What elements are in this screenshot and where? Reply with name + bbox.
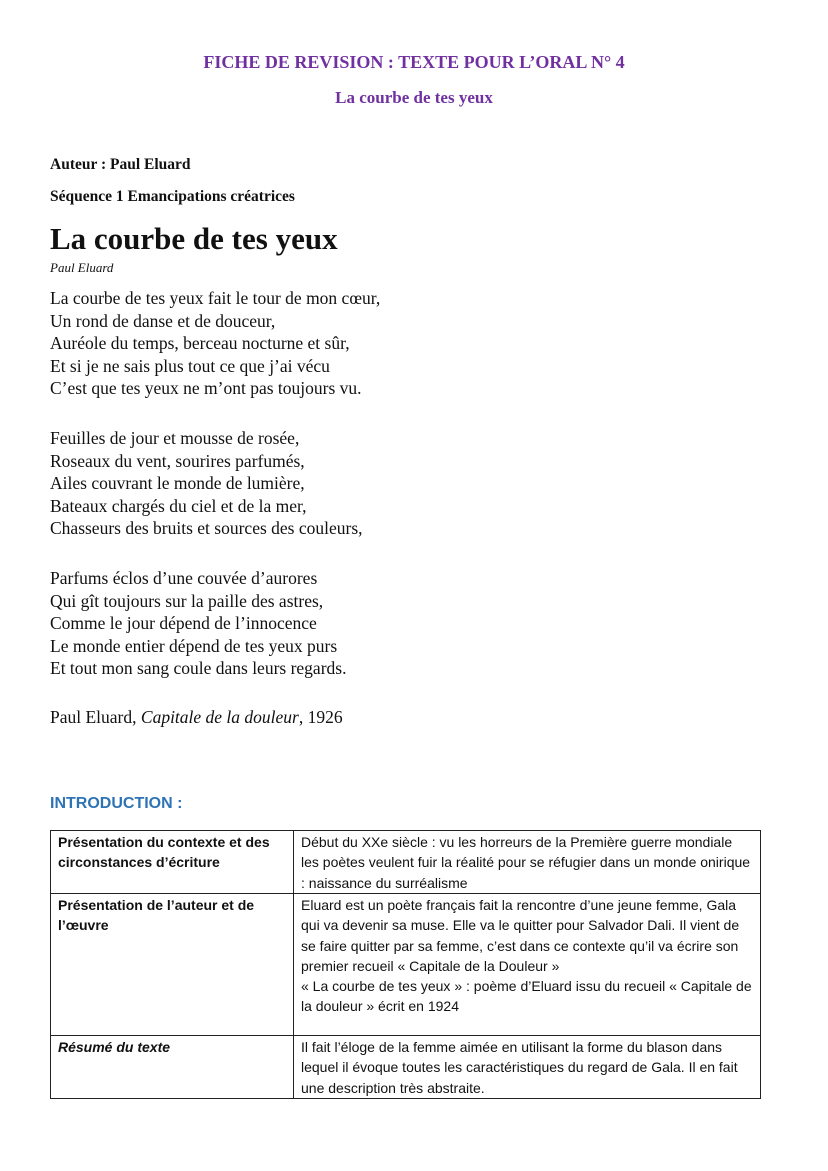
row-value: Il fait l’éloge de la femme aimée en utilisant la forme du blason dans lequel il évoque toutes les caractéristiques du regard de Gala. Il en fait une description très abstraite. — [294, 1036, 761, 1099]
verse: Comme le jour dépend de l’innocence — [50, 613, 317, 633]
table-row — [51, 1036, 761, 1099]
verse: Roseaux du vent, sourires parfumés, — [50, 450, 305, 471]
verse: Et tout mon sang coule dans leurs regards. — [50, 658, 347, 678]
source-author: Paul Eluard, — [50, 707, 141, 727]
verse: Chasseurs des bruits et sources des couleurs, — [50, 518, 363, 538]
verse: La courbe de tes yeux fait le tour de mon cœur, — [50, 288, 381, 308]
row-value-text: « La courbe de tes yeux » : poème d’Eluard issu du recueil « Capitale de la douleur » écrit en 1924 — [301, 978, 752, 1015]
row-value-text: Eluard est un poète français fait la rencontre d’une jeune femme, Gala qui va devenir sa muse. Elle va le quitter pour Salvador Dali. Il vient de se faire quitter par sa femme, c’est dans ce contexte qu’il va écrire son premier recueil « Capitale de la Douleur » — [301, 897, 740, 974]
verse: Parfums éclos d’une couvée d’aurores — [50, 568, 318, 588]
verse: Et si je ne sais plus tout ce que j’ai vécu — [50, 355, 330, 376]
stanza-1 — [50, 287, 380, 400]
poem-source — [50, 707, 343, 728]
introduction-heading: INTRODUCTION : — [50, 795, 183, 812]
verse: Qui gît toujours sur la paille des astres, — [50, 590, 324, 611]
verse: Auréole du temps, berceau nocturne et sûr, — [50, 333, 350, 353]
table-row — [51, 894, 761, 1036]
row-label: Présentation du contexte et des circonstances d’écriture — [51, 831, 294, 894]
row-value: Début du XXe siècle : vu les horreurs de la Première guerre mondiale les poètes veulent fuir la réalité pour se réfugier dans un monde onirique : naissance du surréalisme — [294, 831, 761, 894]
poem-byline: Paul Eluard — [50, 260, 114, 275]
verse: Un rond de danse et de douceur, — [50, 310, 276, 331]
row-label: Résumé du texte — [51, 1036, 294, 1099]
row-value — [294, 894, 761, 1036]
stanza-2 — [50, 427, 363, 540]
verse: Le monde entier dépend de tes yeux purs — [50, 635, 338, 656]
verse: Bateaux chargés du ciel et de la mer, — [50, 495, 307, 516]
table-row — [51, 831, 761, 894]
stanza-3 — [50, 567, 346, 680]
source-year: , 1926 — [298, 707, 343, 727]
verse: C’est que tes yeux ne m’ont pas toujours vu. — [50, 378, 362, 398]
source-work: Capitale de la douleur — [140, 707, 299, 727]
row-label: Présentation de l’auteur et de l’œuvre — [51, 894, 294, 1036]
verse: Feuilles de jour et mousse de rosée, — [50, 428, 300, 448]
introduction-table — [50, 830, 761, 1099]
verse: Ailes couvrant le monde de lumière, — [50, 473, 305, 493]
sheet-title: FICHE DE REVISION : TEXTE POUR L’ORAL N° 4 — [203, 52, 625, 72]
sequence-line: Séquence 1 Emancipations créatrices — [50, 188, 295, 205]
poem-title: La courbe de tes yeux — [50, 221, 338, 256]
sheet-subtitle: La courbe de tes yeux — [335, 88, 493, 107]
author-line: Auteur : Paul Eluard — [50, 156, 191, 173]
